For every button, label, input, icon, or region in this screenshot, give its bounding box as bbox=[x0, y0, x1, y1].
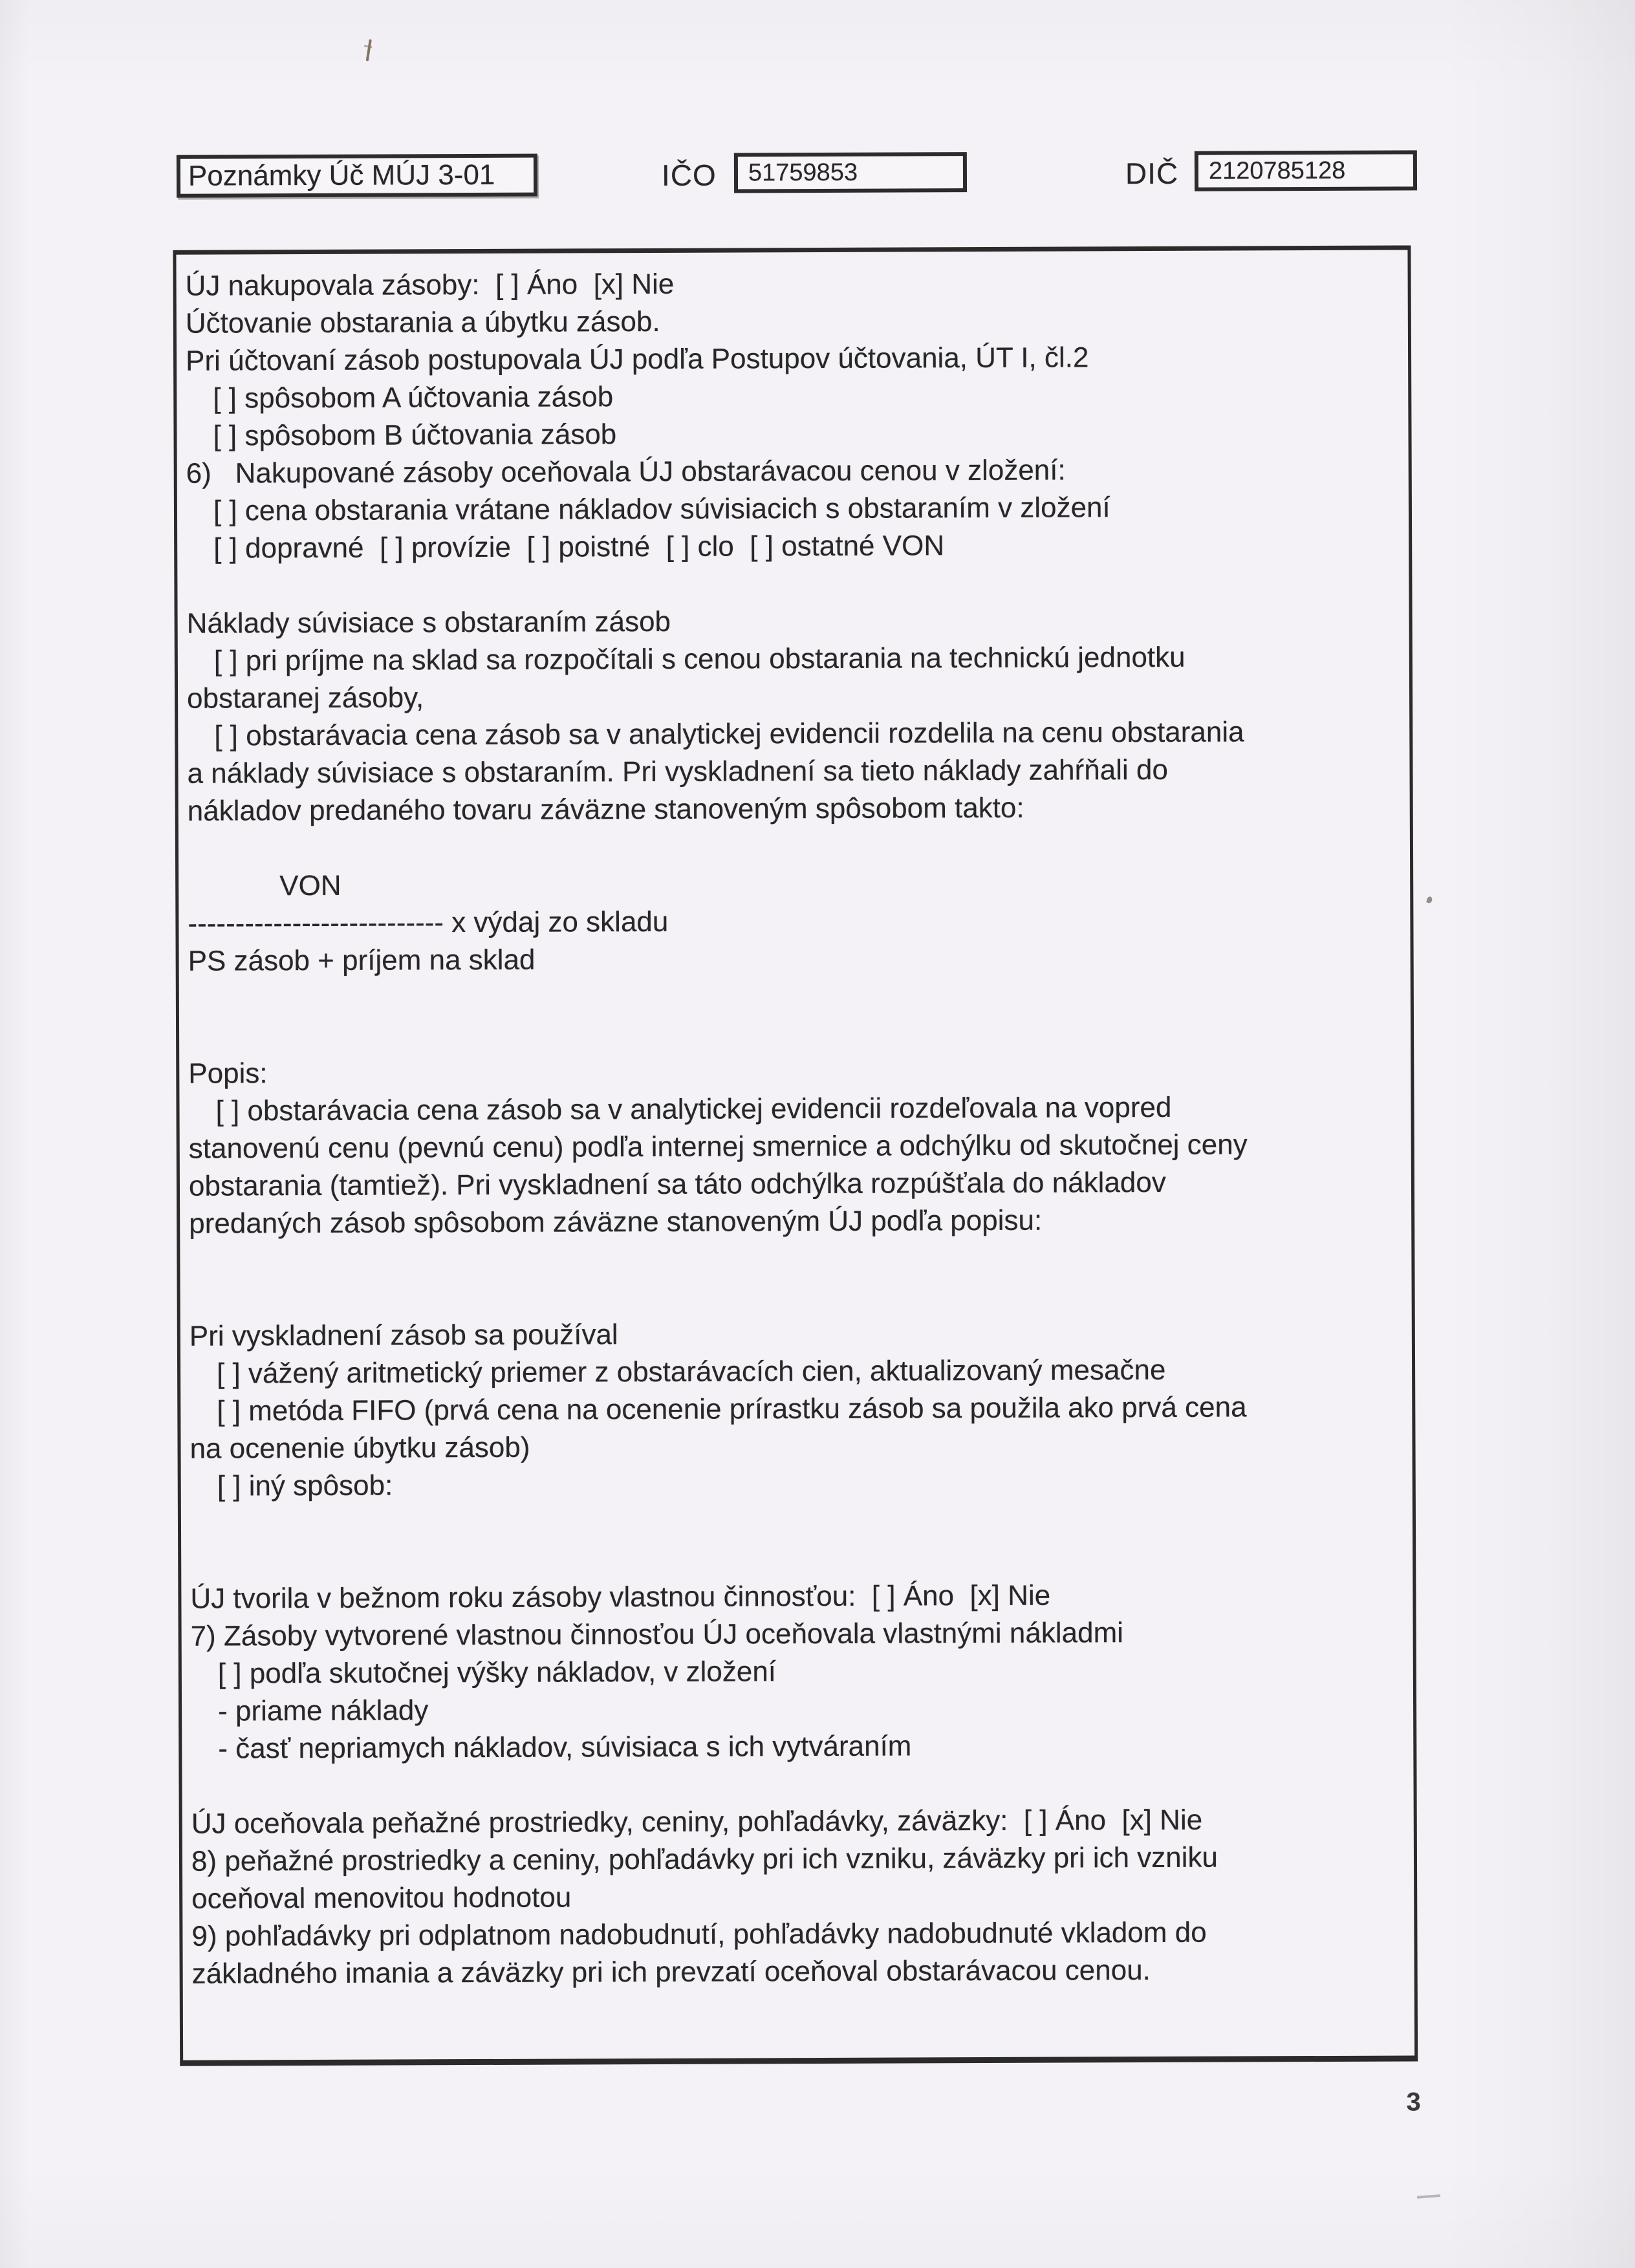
text-line: ÚJ tvorila v bežnom roku zásoby vlastnou činnosťou: [ ] Áno [x] Nie bbox=[190, 1579, 1051, 1615]
text-line: [ ] vážený aritmetický priemer z obstarávacích cien, aktualizovaný mesačne bbox=[216, 1354, 1166, 1390]
text-line: --------------------------- x výdaj zo skladu bbox=[188, 905, 669, 940]
text-line: [ ] spôsobom A účtovania zásob bbox=[213, 381, 614, 415]
text-line: PS zásob + príjem na sklad bbox=[188, 944, 536, 977]
text-line: Účtovanie obstarania a úbytku zásob. bbox=[185, 305, 660, 340]
form-title-box bbox=[177, 154, 537, 198]
text-line: predaných zásob spôsobom záväzne stanoveným ÚJ podľa popisu: bbox=[189, 1204, 1043, 1240]
text-line: základného imania a záväzky pri ich prevzatí oceňoval obstarávacou cenou. bbox=[191, 1954, 1151, 1990]
dic-field bbox=[1195, 150, 1417, 191]
text-line: stanovenú cenu (pevnú cenu) podľa internej smernice a odchýlku od skutočnej ceny bbox=[188, 1129, 1248, 1165]
scan-speck bbox=[1417, 2194, 1440, 2199]
dic-value: 2120785128 bbox=[1208, 157, 1346, 185]
text-line: [ ] obstarávacia cena zásob sa v analytickej evidencii rozdeľovala na vopred bbox=[215, 1091, 1172, 1127]
form-title: Poznámky Úč MÚJ 3-01 bbox=[188, 158, 495, 192]
text-line: ÚJ nakupovala zásoby: [ ] Áno [x] Nie bbox=[185, 268, 675, 302]
text-line: obstarania (tamtiež). Pri vyskladnení sa táto odchýlka rozpúšťala do nákladov bbox=[188, 1166, 1166, 1202]
text-line: Pri vyskladnení zásob sa používal bbox=[189, 1319, 618, 1352]
notes-content-box bbox=[173, 245, 1418, 2066]
text-line: [ ] pri príjme na sklad sa rozpočítali s cenou obstarania na technickú jednotku bbox=[213, 641, 1186, 677]
dic-label: DIČ bbox=[1125, 156, 1179, 191]
text-line: obstaranej zásoby, bbox=[186, 682, 424, 715]
pen-mark bbox=[366, 39, 372, 61]
text-line: Popis: bbox=[188, 1057, 268, 1090]
text-line: 6) Nakupované zásoby oceňovala ÚJ obstarávacou cenou v zložení: bbox=[186, 454, 1066, 490]
text-line: [ ] iný spôsob: bbox=[217, 1469, 393, 1502]
text-line: [ ] dopravné [ ] provízie [ ] poistné [ ] clo [ ] ostatné VON bbox=[213, 530, 945, 565]
text-line: a náklady súvisiace s obstaraním. Pri vyskladnení sa tieto náklady zahŕňali do bbox=[187, 753, 1168, 790]
ico-value: 51759853 bbox=[748, 158, 858, 186]
text-line: - časť nepriamych nákladov, súvisiaca s ich vytváraním bbox=[218, 1730, 912, 1765]
text-line: oceňoval menovitou hodnotou bbox=[191, 1881, 572, 1915]
ico-field bbox=[734, 152, 967, 193]
text-line: VON bbox=[279, 869, 341, 902]
text-line: Pri účtovaní zásob postupovala ÚJ podľa Postupov účtovania, ÚT I, čl.2 bbox=[185, 341, 1089, 377]
text-line: 8) peňažné prostriedky a ceniny, pohľadávky pri ich vzniku, záväzky pri ich vzniku bbox=[191, 1841, 1218, 1877]
text-line: 9) pohľadávky pri odplatnom nadobudnutí, pohľadávky nadobudnuté vkladom do bbox=[191, 1916, 1207, 1952]
text-line: [ ] metóda FIFO (prvá cena na ocenenie prírastku zásob sa použila ako prvá cena bbox=[217, 1391, 1247, 1427]
text-line: nákladov predaného tovaru záväzne stanoveným spôsobom takto: bbox=[187, 792, 1024, 827]
text-line: Náklady súvisiace s obstaraním zásob bbox=[186, 605, 671, 640]
text-line: ÚJ oceňovala peňažné prostriedky, ceniny, pohľadávky, záväzky: [ ] Áno [x] Nie bbox=[191, 1804, 1203, 1840]
page-number: 3 bbox=[1406, 2088, 1421, 2117]
text-line: na ocenenie úbytku zásob) bbox=[189, 1431, 530, 1465]
text-line: [ ] obstarávacia cena zásob sa v analytickej evidencii rozdelila na cenu obstarania bbox=[214, 716, 1244, 752]
text-line: 7) Zásoby vytvorené vlastnou činnosťou ÚJ oceňovala vlastnými nákladmi bbox=[190, 1617, 1124, 1652]
ico-label: IČO bbox=[661, 158, 717, 192]
text-line: [ ] podľa skutočnej výšky nákladov, v zložení bbox=[217, 1656, 777, 1690]
scan-speck bbox=[1426, 896, 1433, 904]
text-line: [ ] spôsobom B účtovania zásob bbox=[213, 418, 617, 452]
text-line: - priame náklady bbox=[217, 1694, 429, 1727]
text-line: [ ] cena obstarania vrátane nákladov súvisiacich s obstaraním v zložení bbox=[213, 491, 1110, 527]
